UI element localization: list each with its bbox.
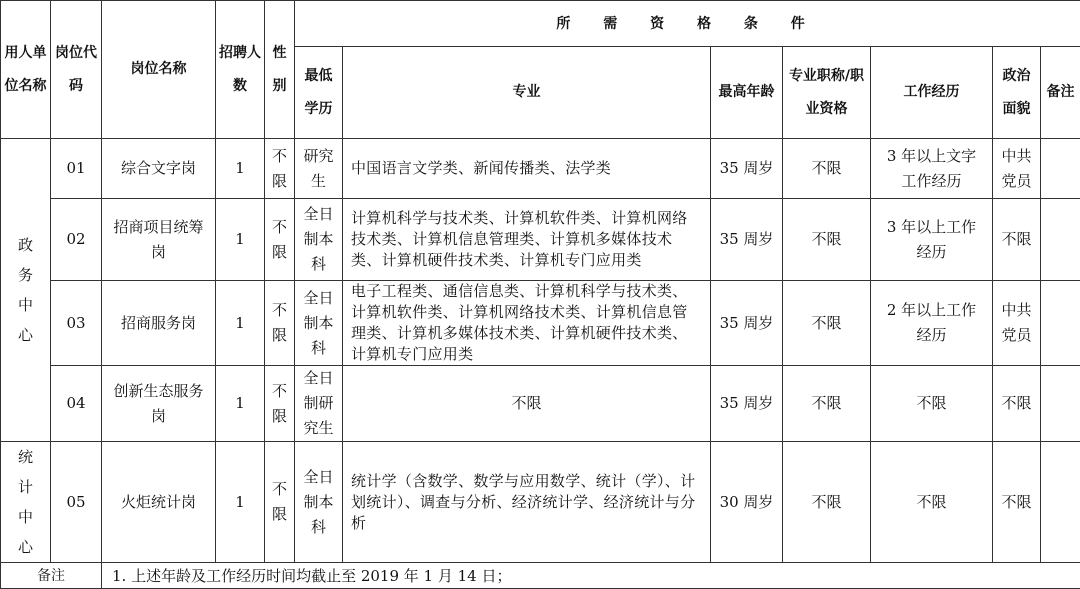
code-cell: 03 xyxy=(51,281,102,366)
header-exp: 工作经历 xyxy=(871,47,993,139)
header-count: 招聘人数 xyxy=(216,1,265,139)
table-row xyxy=(1,442,1080,563)
remark-cell xyxy=(1041,139,1080,199)
footer-label: 备注 xyxy=(1,563,102,589)
count-cell: 1 xyxy=(216,139,265,199)
code-cell: 05 xyxy=(51,442,102,563)
header-row xyxy=(1,1,1080,47)
header-gender: 性别 xyxy=(265,1,295,139)
edu-cell: 全日制本科 xyxy=(295,199,343,281)
age-cell: 35 周岁 xyxy=(711,139,783,199)
name-cell: 招商项目统筹岗 xyxy=(102,199,216,281)
gender-cell: 不限 xyxy=(265,139,295,199)
header-major: 专业 xyxy=(343,47,711,139)
major-cell: 电子工程类、通信信息类、计算机科学与技术类、计算机软件类、计算机网络技术类、计算机信息管理类、计算机多媒体技术类、计算机硬件技术类、计算机专门应用类 xyxy=(343,281,711,366)
unit-cell-stat: 统计中心 xyxy=(1,442,51,563)
name-cell: 综合文字岗 xyxy=(102,139,216,199)
footer-note: 1. 上述年龄及工作经历时间均截止至 2019 年 1 月 14 日； xyxy=(102,563,1080,589)
code-cell: 04 xyxy=(51,366,102,442)
major-cell: 不限 xyxy=(343,366,711,442)
table-row xyxy=(1,281,1080,366)
count-cell: 1 xyxy=(216,199,265,281)
politics-cell: 中共党员 xyxy=(993,139,1041,199)
name-cell: 招商服务岗 xyxy=(102,281,216,366)
unit-cell-gov: 政务中心 xyxy=(1,139,51,442)
age-cell: 35 周岁 xyxy=(711,366,783,442)
header-qualifications: 所 需 资 格 条 件 xyxy=(295,1,1080,47)
name-cell: 火炬统计岗 xyxy=(102,442,216,563)
table-row xyxy=(1,139,1080,199)
name-cell: 创新生态服务岗 xyxy=(102,366,216,442)
exp-cell: 不限 xyxy=(871,442,993,563)
age-cell: 35 周岁 xyxy=(711,281,783,366)
age-cell: 30 周岁 xyxy=(711,442,783,563)
gender-cell: 不限 xyxy=(265,281,295,366)
header-code: 岗位代码 xyxy=(51,1,102,139)
remark-cell xyxy=(1041,366,1080,442)
remark-cell xyxy=(1041,199,1080,281)
header-edu: 最低学历 xyxy=(295,47,343,139)
count-cell: 1 xyxy=(216,442,265,563)
footer-row xyxy=(1,563,1080,589)
header-name: 岗位名称 xyxy=(102,1,216,139)
major-cell: 统计学（含数学、数学与应用数学、统计（学）、计划统计）、调查与分析、经济统计学、经济统计与分析 xyxy=(343,442,711,563)
header-unit: 用人单位名称 xyxy=(1,1,51,139)
exp-cell: 3 年以上文字工作经历 xyxy=(871,139,993,199)
header-age: 最高年龄 xyxy=(711,47,783,139)
title-cell: 不限 xyxy=(783,139,871,199)
gender-cell: 不限 xyxy=(265,199,295,281)
major-cell: 中国语言文学类、新闻传播类、法学类 xyxy=(343,139,711,199)
politics-cell: 不限 xyxy=(993,366,1041,442)
age-cell: 35 周岁 xyxy=(711,199,783,281)
edu-cell: 研究生 xyxy=(295,139,343,199)
exp-cell: 不限 xyxy=(871,366,993,442)
count-cell: 1 xyxy=(216,281,265,366)
gender-cell: 不限 xyxy=(265,366,295,442)
title-cell: 不限 xyxy=(783,199,871,281)
remark-cell xyxy=(1041,442,1080,563)
politics-cell: 中共党员 xyxy=(993,281,1041,366)
title-cell: 不限 xyxy=(783,366,871,442)
edu-cell: 全日制本科 xyxy=(295,281,343,366)
table-row xyxy=(1,366,1080,442)
code-cell: 02 xyxy=(51,199,102,281)
title-cell: 不限 xyxy=(783,442,871,563)
header-title: 专业职称/职业资格 xyxy=(783,47,871,139)
edu-cell: 全日制本科 xyxy=(295,442,343,563)
header-remark: 备注 xyxy=(1041,47,1080,139)
major-cell: 计算机科学与技术类、计算机软件类、计算机网络技术类、计算机信息管理类、计算机多媒体技术类、计算机硬件技术类、计算机专门应用类 xyxy=(343,199,711,281)
exp-cell: 3 年以上工作经历 xyxy=(871,199,993,281)
title-cell: 不限 xyxy=(783,281,871,366)
header-politics: 政治面貌 xyxy=(993,47,1041,139)
exp-cell: 2 年以上工作经历 xyxy=(871,281,993,366)
table-row xyxy=(1,199,1080,281)
politics-cell: 不限 xyxy=(993,442,1041,563)
remark-cell xyxy=(1041,281,1080,366)
gender-cell: 不限 xyxy=(265,442,295,563)
edu-cell: 全日制研究生 xyxy=(295,366,343,442)
politics-cell: 不限 xyxy=(993,199,1041,281)
count-cell: 1 xyxy=(216,366,265,442)
code-cell: 01 xyxy=(51,139,102,199)
